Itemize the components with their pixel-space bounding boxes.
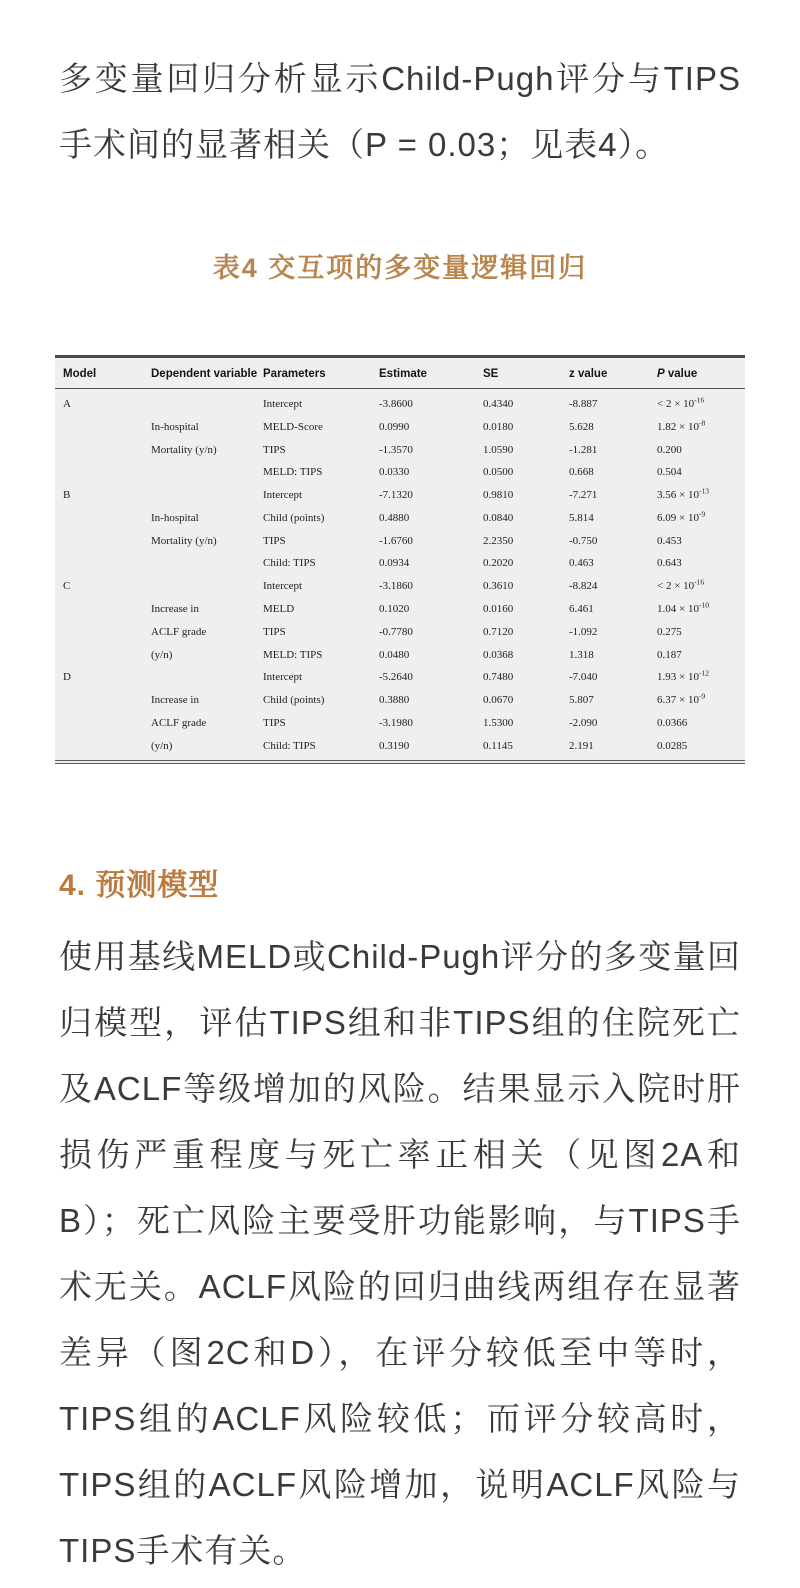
table-header-row xyxy=(55,362,745,389)
cell-parameter: Child (points) xyxy=(263,694,325,707)
cell-z: -7.040 xyxy=(569,671,598,684)
table-caption: 表4 交互项的多变量逻辑回归 xyxy=(212,253,588,283)
section-paragraph: 使用基线MELD或Child-Pugh评分的多变量回归模型，评估TIPS组和非TIPS组的住院死亡及ACLF等级增加的风险。结果显示入院时肝损伤严重程度与死亡率正相关（见图2A和B）；死亡风险主要受肝功能影响，与TIPS手术无关。ACLF风险的回归曲线两组存在显著差异（图2C和D），在评分较低至中等时，TIPS组的ACLF风险较低；而评分较高时，TIPS组的ACLF风险增加，说明ACLF风险与TIPS手术有关。 xyxy=(59,938,741,1570)
cell-se: 0.0160 xyxy=(483,603,514,616)
cell-p-value xyxy=(649,438,745,461)
cell-model xyxy=(55,507,143,530)
cell-model: B xyxy=(63,489,71,502)
p-value-italic-letter: P xyxy=(657,368,665,380)
table-row xyxy=(55,575,745,598)
table-row xyxy=(55,415,745,438)
cell-se: 0.7120 xyxy=(483,625,514,638)
cell-p-value xyxy=(649,415,745,438)
cell-p-value xyxy=(649,689,745,712)
cell-parameter: Intercept xyxy=(263,398,303,410)
cell-model: C xyxy=(63,580,71,593)
table-row xyxy=(55,620,745,643)
cell-dependent: Increase in xyxy=(151,694,199,707)
cell-se: 0.0368 xyxy=(483,648,514,661)
cell-parameter: TIPS xyxy=(263,534,286,547)
cell-estimate: 0.3880 xyxy=(379,694,410,707)
cell-dependent xyxy=(143,461,255,484)
cell-parameter: TIPS xyxy=(263,443,286,456)
cell-z: 6.461 xyxy=(569,603,594,616)
column-header-z-value: z value xyxy=(561,362,649,389)
cell-parameter: Child: TIPS xyxy=(263,739,316,752)
table-row xyxy=(55,689,745,712)
cell-se: 1.5300 xyxy=(483,716,514,729)
cell-parameter: MELD-Score xyxy=(263,420,323,433)
p-value-base: 1.04 × 10 xyxy=(657,603,699,616)
p-value-base: 0.0366 xyxy=(657,716,688,729)
cell-estimate: 0.0990 xyxy=(379,420,410,433)
p-value-base: 0.200 xyxy=(657,443,682,456)
cell-se: 0.4340 xyxy=(483,398,514,410)
table-header xyxy=(55,362,745,389)
p-value-base: 0.187 xyxy=(657,648,682,661)
cell-p-value xyxy=(649,666,745,689)
cell-dependent xyxy=(143,666,255,689)
cell-se: 0.0180 xyxy=(483,420,514,433)
cell-model xyxy=(55,734,143,757)
cell-p-value xyxy=(649,598,745,621)
table xyxy=(55,362,745,757)
cell-estimate: -0.7780 xyxy=(379,625,413,638)
cell-z: 1.318 xyxy=(569,648,594,661)
article xyxy=(0,46,800,1584)
cell-estimate: 0.0330 xyxy=(379,466,410,479)
table-row xyxy=(55,666,745,689)
cell-estimate: -3.8600 xyxy=(379,398,413,410)
table-row xyxy=(55,552,745,575)
cell-estimate: -7.1320 xyxy=(379,489,413,502)
cell-p-value xyxy=(649,529,745,552)
cell-z: 0.668 xyxy=(569,466,594,479)
table-row xyxy=(55,529,745,552)
cell-p-value xyxy=(649,643,745,666)
p-value-base: < 2 × 10 xyxy=(657,398,695,410)
table-row xyxy=(55,598,745,621)
cell-model xyxy=(55,461,143,484)
cell-parameter: MELD: TIPS xyxy=(263,466,323,479)
column-header-estimate: Estimate xyxy=(371,362,475,389)
cell-z: 5.814 xyxy=(569,511,594,524)
table-row xyxy=(55,712,745,735)
cell-model: A xyxy=(63,398,71,410)
cell-dependent: In-hospital xyxy=(151,511,199,524)
cell-p-value xyxy=(649,712,745,735)
cell-estimate: -1.3570 xyxy=(379,443,413,456)
cell-p-value xyxy=(649,507,745,530)
cell-estimate: -1.6760 xyxy=(379,534,413,547)
cell-se: 1.0590 xyxy=(483,443,514,456)
p-value-exponent: -8 xyxy=(698,418,706,428)
cell-estimate: 0.0480 xyxy=(379,648,410,661)
cell-estimate: 0.4880 xyxy=(379,511,410,524)
column-header-se: SE xyxy=(475,362,561,389)
cell-dependent: Increase in xyxy=(151,603,199,616)
cell-estimate: 0.1020 xyxy=(379,603,410,616)
p-value-exponent: -9 xyxy=(698,691,706,701)
p-value-base: 0.504 xyxy=(657,466,682,479)
regression-table xyxy=(55,355,745,764)
cell-se: 0.3610 xyxy=(483,580,514,593)
cell-z: -1.281 xyxy=(569,443,598,456)
cell-p-value xyxy=(649,389,745,416)
cell-p-value xyxy=(649,484,745,507)
cell-p-value xyxy=(649,734,745,757)
cell-se: 0.7480 xyxy=(483,671,514,684)
p-value-base: 6.09 × 10 xyxy=(657,511,699,524)
column-header-parameters: Parameters xyxy=(255,362,371,389)
p-value-base: 0.643 xyxy=(657,557,682,570)
cell-parameter: Child (points) xyxy=(263,511,325,524)
cell-dependent: Mortality (y/n) xyxy=(151,443,217,456)
p-value-base: 1.93 × 10 xyxy=(657,671,699,684)
column-header-model: Model xyxy=(55,362,143,389)
cell-z: -0.750 xyxy=(569,534,598,547)
cell-se: 0.0670 xyxy=(483,694,514,707)
cell-dependent: ACLF grade xyxy=(151,716,207,729)
cell-parameter: MELD xyxy=(263,603,295,616)
table-row xyxy=(55,484,745,507)
cell-dependent xyxy=(143,552,255,575)
cell-model: D xyxy=(63,671,71,684)
cell-p-value xyxy=(649,575,745,598)
section-heading: 4. 预测模型 xyxy=(59,869,220,903)
table-row xyxy=(55,734,745,757)
cell-model xyxy=(55,529,143,552)
cell-dependent: ACLF grade xyxy=(151,625,207,638)
cell-model xyxy=(55,689,143,712)
cell-z: -1.092 xyxy=(569,625,598,638)
cell-z: -2.090 xyxy=(569,716,598,729)
cell-se: 0.0500 xyxy=(483,466,514,479)
p-value-base: 1.82 × 10 xyxy=(657,420,699,433)
p-value-base: 0.0285 xyxy=(657,739,688,752)
cell-se: 0.9810 xyxy=(483,489,514,502)
cell-estimate: 0.3190 xyxy=(379,739,410,752)
p-value-exponent: -9 xyxy=(698,509,706,519)
p-value-rest: value xyxy=(664,368,698,380)
p-value-base: 0.275 xyxy=(657,625,682,638)
cell-dependent: Mortality (y/n) xyxy=(151,534,217,547)
page-root xyxy=(0,46,800,1588)
cell-se: 0.0840 xyxy=(483,511,514,524)
table-row xyxy=(55,643,745,666)
cell-z: 5.807 xyxy=(569,694,594,707)
cell-parameter: Child: TIPS xyxy=(263,557,316,570)
intro-paragraph: 多变量回归分析显示Child-Pugh评分与TIPS手术间的显著相关（P = 0.03；见表4）。 xyxy=(59,60,741,163)
cell-model xyxy=(55,415,143,438)
p-value-base: 0.453 xyxy=(657,534,682,547)
p-value-exponent: -12 xyxy=(698,668,709,678)
column-header-dependent-variable: Dependent variable xyxy=(143,362,255,389)
cell-se: 0.1145 xyxy=(483,739,513,752)
p-value-exponent: -13 xyxy=(698,486,709,496)
cell-model xyxy=(55,552,143,575)
cell-estimate: -3.1980 xyxy=(379,716,413,729)
cell-z: -7.271 xyxy=(569,489,598,502)
cell-dependent: In-hospital xyxy=(151,420,199,433)
cell-dependent xyxy=(143,484,255,507)
p-value-exponent: -16 xyxy=(694,395,705,405)
cell-estimate: -3.1860 xyxy=(379,580,413,593)
cell-p-value xyxy=(649,620,745,643)
cell-estimate: 0.0934 xyxy=(379,557,410,570)
p-value-base: 3.56 × 10 xyxy=(657,489,699,502)
cell-parameter: TIPS xyxy=(263,716,286,729)
cell-parameter: Intercept xyxy=(263,580,303,593)
cell-z: -8.887 xyxy=(569,398,598,410)
table-row xyxy=(55,389,745,416)
cell-p-value xyxy=(649,461,745,484)
cell-z: 5.628 xyxy=(569,420,594,433)
cell-z: 0.463 xyxy=(569,557,594,570)
cell-dependent xyxy=(143,389,255,416)
p-value-exponent: -16 xyxy=(694,577,705,587)
table-row xyxy=(55,461,745,484)
cell-dependent: (y/n) xyxy=(151,648,173,661)
p-value-base: 6.37 × 10 xyxy=(657,694,699,707)
cell-dependent xyxy=(143,575,255,598)
cell-estimate: -5.2640 xyxy=(379,671,413,684)
cell-p-value xyxy=(649,552,745,575)
cell-model xyxy=(55,620,143,643)
column-header-p-value xyxy=(649,362,745,389)
cell-dependent: (y/n) xyxy=(151,739,173,752)
cell-parameter: Intercept xyxy=(263,671,303,684)
cell-se: 0.2020 xyxy=(483,557,514,570)
cell-z: -8.824 xyxy=(569,580,598,593)
table-body xyxy=(55,389,745,758)
cell-model xyxy=(55,643,143,666)
cell-se: 2.2350 xyxy=(483,534,514,547)
table-row xyxy=(55,438,745,461)
cell-model xyxy=(55,598,143,621)
p-value-exponent: -10 xyxy=(698,600,709,610)
cell-parameter: TIPS xyxy=(263,625,286,638)
cell-parameter: Intercept xyxy=(263,489,303,502)
p-value-base: < 2 × 10 xyxy=(657,580,695,593)
cell-model xyxy=(55,438,143,461)
table-row xyxy=(55,507,745,530)
cell-z: 2.191 xyxy=(569,739,594,752)
cell-parameter: MELD: TIPS xyxy=(263,648,323,661)
cell-model xyxy=(55,712,143,735)
